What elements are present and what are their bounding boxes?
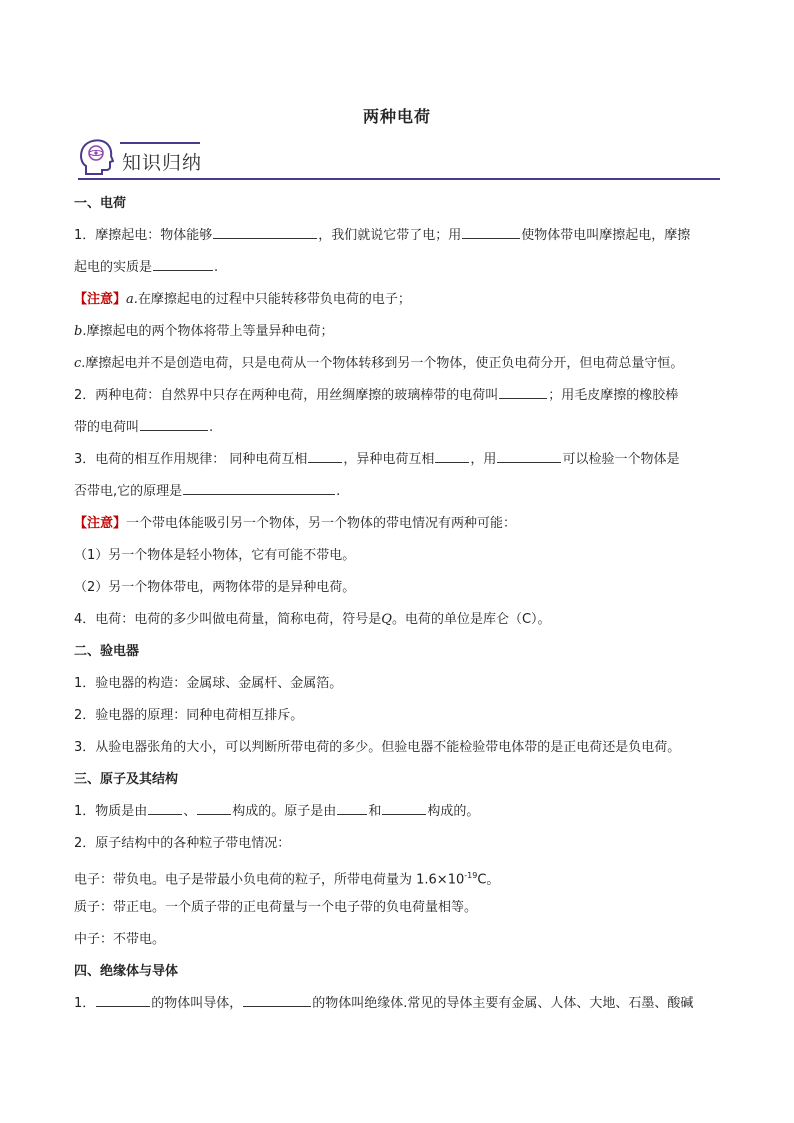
text: 一个带电体能吸引另一个物体，另一个物体的带电情况有两种可能： (126, 516, 517, 531)
paragraph (74, 220, 724, 252)
text: 电子：带负电。电子是带最小负电荷的粒子，所带电荷量为 1.6×10 (74, 872, 465, 888)
section-heading: 三、原子及其结构 (74, 772, 179, 787)
fill-blank[interactable] (140, 416, 208, 431)
section-heading: 二、验电器 (74, 644, 140, 659)
paragraph: 中子：不带电。 (74, 932, 166, 947)
paragraph-continued (74, 476, 724, 508)
section-heading: 四、绝缘体与导体 (74, 964, 179, 979)
note (74, 284, 724, 316)
paragraph: 质子：带正电。一个质子带的正电荷量与一个电子带的负电荷量相等。 (74, 900, 478, 915)
fill-blank[interactable] (337, 800, 367, 815)
note-tag: 【注意】 (74, 516, 127, 531)
text: 否带电,它的原理是 (74, 484, 183, 499)
text: 3．电荷的相互作用规律： 同种电荷互相 (74, 452, 308, 467)
paragraph (74, 604, 724, 636)
note-item: （1）另一个物体是轻小物体，它有可能不带电。 (74, 548, 356, 563)
text: ；用毛皮摩擦的橡胶棒 (548, 388, 679, 403)
paragraph (74, 796, 724, 828)
fill-blank[interactable] (213, 224, 317, 239)
paragraph (74, 860, 724, 892)
paragraph (74, 380, 724, 412)
banner-divider (78, 178, 720, 180)
text: ，用 (470, 452, 497, 467)
note-letter: c. (74, 356, 86, 371)
text: 构成的。原子是由 (232, 804, 337, 819)
text: 。电荷的单位是库仑（C）。 (391, 612, 551, 627)
note-letter: a. (126, 292, 138, 307)
page-title: 两种电荷 (362, 107, 431, 126)
fill-blank[interactable] (497, 448, 561, 463)
section-heading: 一、电荷 (74, 196, 127, 211)
text: 摩擦起电的两个物体将带上等量异种电荷； (86, 324, 334, 339)
note (74, 316, 724, 348)
paragraph (74, 444, 724, 476)
paragraph: 2．原子结构中的各种粒子带电情况： (74, 836, 291, 851)
text: . (209, 420, 214, 435)
text: 1．摩擦起电：物体能够 (74, 228, 213, 243)
brain-head-icon (78, 138, 114, 178)
banner-heading: 知识归纳 (122, 152, 203, 174)
text: 、 (183, 804, 197, 819)
note-tag: 【注意】 (74, 292, 127, 307)
section-banner (78, 138, 720, 182)
text: . (214, 260, 219, 275)
paragraph-continued (74, 252, 724, 284)
fill-blank[interactable] (96, 992, 150, 1007)
fill-blank[interactable] (148, 800, 182, 815)
text: 带的电荷叫 (74, 420, 140, 435)
text: 和 (368, 804, 382, 819)
note-letter: b. (74, 324, 87, 339)
banner-top-line (120, 142, 200, 144)
paragraph (74, 988, 724, 1020)
charge-symbol: Q (381, 612, 392, 627)
fill-blank[interactable] (435, 448, 469, 463)
fill-blank[interactable] (243, 992, 311, 1007)
fill-blank[interactable] (462, 224, 520, 239)
text: ，我们就说它带了电；用 (318, 228, 462, 243)
text: 使物体带电叫摩擦起电，摩擦 (521, 228, 691, 243)
text: 2．两种电荷：自然界中只存在两种电荷，用丝绸摩擦的玻璃棒带的电荷叫 (74, 388, 499, 403)
text: C。 (477, 872, 500, 888)
text: 1．物质是由 (74, 804, 148, 819)
note (74, 348, 724, 380)
text: . (336, 484, 341, 499)
text: 起电的实质是 (74, 260, 153, 275)
fill-blank[interactable] (308, 448, 342, 463)
paragraph: 1．验电器的构造：金属球、金属杆、金属箔。 (74, 676, 343, 691)
text: 4．电荷：电荷的多少叫做电荷量，简称电荷，符号是 (74, 612, 382, 627)
note (74, 508, 724, 540)
fill-blank[interactable] (197, 800, 231, 815)
text: 可以检验一个物体是 (562, 452, 680, 467)
fill-blank[interactable] (382, 800, 426, 815)
text: 在摩擦起电的过程中只能转移带负电荷的电子； (137, 292, 411, 307)
content-body (74, 188, 724, 1020)
fill-blank[interactable] (499, 384, 547, 399)
exponent: -19 (464, 871, 478, 880)
fill-blank[interactable] (183, 480, 335, 495)
text: 构成的。 (427, 804, 480, 819)
fill-blank[interactable] (153, 256, 213, 271)
note-item: （2）另一个物体带电，两物体带的是异种电荷。 (74, 580, 356, 595)
text: 摩擦起电并不是创造电荷，只是电荷从一个物体转移到另一个物体，使正负电荷分开，但电荷总量守恒。 (85, 356, 684, 371)
text: 的物体叫导体， (151, 996, 243, 1011)
paragraph: 2．验电器的原理：同种电荷相互排斥。 (74, 708, 304, 723)
text: 的物体叫绝缘体.常见的导体主要有金属、人体、大地、石墨、酸碱 (312, 996, 694, 1011)
paragraph-continued (74, 412, 724, 444)
text: ，异种电荷互相 (343, 452, 435, 467)
paragraph: 3．从验电器张角的大小，可以判断所带电荷的多少。但验电器不能检验带电体带的是正电荷还是负电荷。 (74, 740, 681, 755)
text: 1． (74, 996, 96, 1011)
